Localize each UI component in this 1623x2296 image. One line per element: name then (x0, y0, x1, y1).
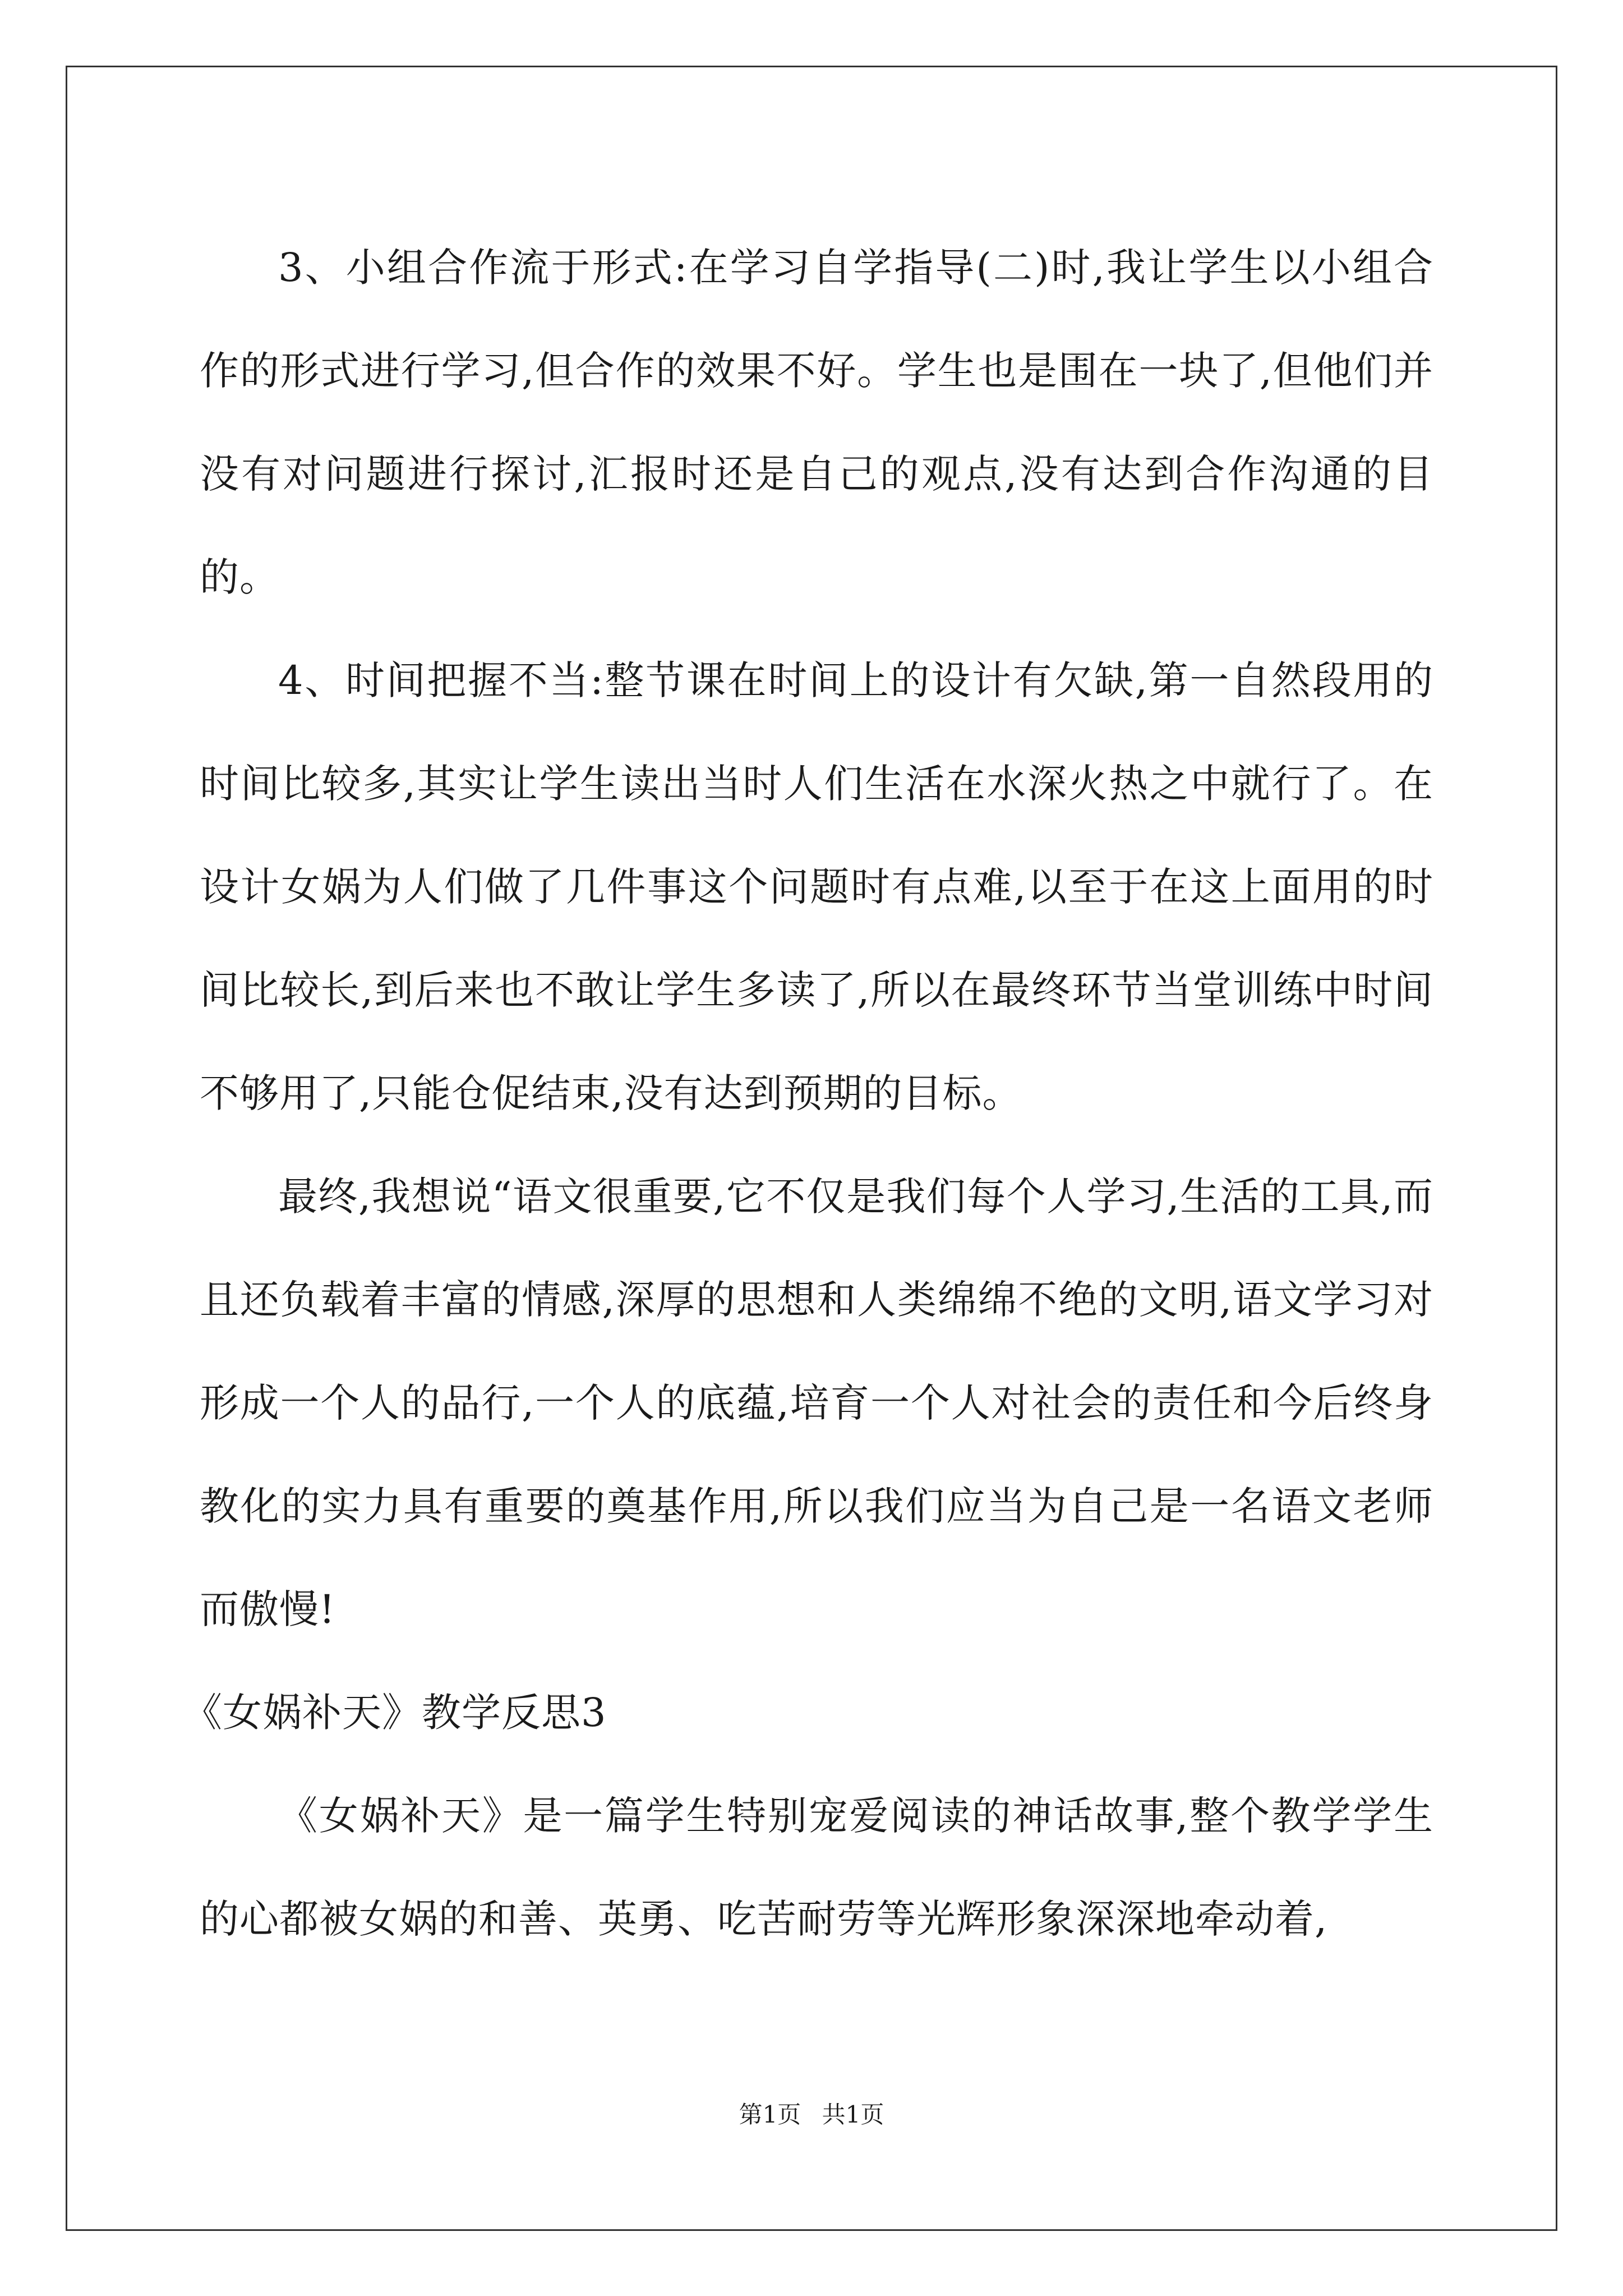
paragraph-section-intro: 《女娲补天》是一篇学生特别宠爱阅读的神话故事,整个教学学生的心都被女娲的和善、英勇、吃苦耐劳等光辉形象深深地牵动着, (200, 1793, 1433, 1942)
document-body (183, 216, 1433, 1971)
paragraph-group-cooperation: 3、小组合作流于形式:在学习自学指导(二)时,我让学生以小组合作的形式进行学习,但合作的效果不好。学生也是围在一块了,但他们并没有对问题进行探讨,汇报时还是自己的观点,没有达到合作沟通的目的。 (200, 245, 1433, 600)
paragraph-conclusion: 最终,我想说“语文很重要,它不仅是我们每个人学习,生活的工具,而且还负载着丰富的情感,深厚的思想和人类绵绵不绝的文明,语文学习对形成一个人的品行,一个人的底蕴,培育一个人对社会的责任和今后终身教化的实力具有重要的奠基作用,所以我们应当为自己是一名语文老师而傲慢! (200, 1174, 1433, 1632)
paragraph-time-management: 4、时间把握不当:整节课在时间上的设计有欠缺,第一自然段用的时间比较多,其实让学生读出当时人们生活在水深火热之中就行了。在设计女娲为人们做了几件事这个问题时有点难,以至于在这上面用的时间比较长,到后来也不敢让学生多读了,所以在最终环节当堂训练中时间不够用了,只能仓促结束,没有达到预期的目标。 (200, 657, 1433, 1116)
page-total: 共1页 (822, 2101, 884, 2128)
page-footer (0, 2098, 1623, 2132)
page-number: 第1页 (739, 2101, 801, 2128)
section-heading: 《女娲补天》教学反思3 (183, 1690, 607, 1736)
